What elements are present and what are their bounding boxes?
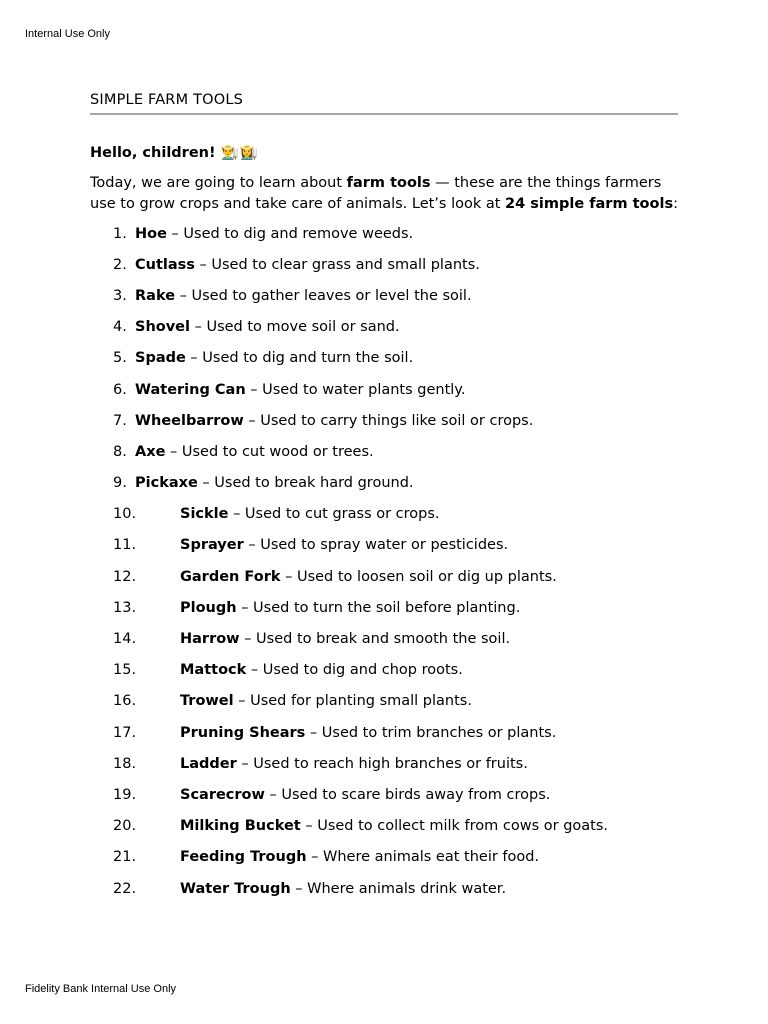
list-item-number: 7.: [113, 412, 127, 429]
list-item-text: [135, 224, 413, 244]
list-item-text: [135, 255, 480, 275]
list-item-text: [180, 535, 508, 555]
list-item: [90, 879, 678, 910]
tool-name: Mattock: [180, 662, 247, 679]
farmer-emoji-icon: 👨‍🌾👩‍🌾: [220, 145, 259, 161]
tool-description: – Used to gather leaves or level the soil.: [175, 287, 472, 304]
tool-name: Watering Can: [135, 381, 246, 398]
list-item: [90, 847, 678, 878]
tool-name: Spade: [135, 350, 186, 367]
list-item-text: [135, 380, 465, 400]
list-item-text: [180, 629, 510, 649]
list-item: [90, 442, 678, 473]
tool-description: – Used to break hard ground.: [197, 475, 414, 492]
list-item-number: 15.: [113, 662, 137, 679]
list-item-number: 18.: [113, 755, 137, 772]
intro-text-3: :: [673, 195, 678, 212]
list-item-text: [180, 847, 539, 867]
tool-name: Shovel: [135, 319, 190, 336]
tool-description: – Used to trim branches or plants.: [305, 724, 557, 741]
tool-name: Wheelbarrow: [135, 412, 244, 429]
list-item: [90, 629, 678, 660]
list-item-number: 12.: [113, 568, 137, 585]
list-item: [90, 286, 678, 317]
tool-description: – Used to clear grass and small plants.: [194, 256, 480, 273]
tool-name: Pruning Shears: [180, 724, 306, 741]
list-item: [90, 411, 678, 442]
list-item-text: [135, 442, 374, 462]
tool-name: Axe: [135, 443, 166, 460]
tool-description: – Used to carry things like soil or crops.: [243, 412, 534, 429]
list-item-number: 16.: [113, 693, 137, 710]
tool-name: Water Trough: [180, 880, 291, 897]
intro-bold-count: 24 simple farm tools: [505, 195, 674, 212]
list-item: [90, 224, 678, 255]
list-item-number: 14.: [113, 631, 137, 648]
tool-description: – Where animals eat their food.: [306, 849, 540, 866]
intro-text-2: — these are the things farmers use to grow crops and take care of animals. Let’s look at: [90, 175, 662, 212]
list-item-number: 22.: [113, 880, 137, 897]
tool-description: – Used to spray water or pesticides.: [243, 537, 509, 554]
tool-description: – Used to cut grass or crops.: [228, 506, 440, 523]
tool-description: – Used to dig and chop roots.: [246, 662, 463, 679]
list-item-text: [180, 567, 557, 587]
list-item: [90, 473, 678, 504]
tool-description: – Used for planting small plants.: [233, 693, 472, 710]
list-item: [90, 816, 678, 847]
list-item-text: [180, 504, 440, 524]
tool-description: – Used to break and smooth the soil.: [239, 631, 511, 648]
tool-name: Scarecrow: [180, 786, 265, 803]
list-item: [90, 785, 678, 816]
intro-text-1: Today, we are going to learn about: [90, 175, 347, 191]
list-item: [90, 660, 678, 691]
list-item-number: 1.: [113, 225, 127, 242]
list-item: [90, 598, 678, 629]
tool-name: Sickle: [180, 506, 229, 523]
list-item-text: [180, 723, 556, 743]
list-item-text: [180, 879, 506, 899]
list-item: [90, 754, 678, 785]
list-item-number: 10.: [113, 506, 137, 523]
list-item-number: 3.: [113, 287, 127, 304]
list-item-number: 5.: [113, 350, 127, 367]
list-item-number: 11.: [113, 537, 137, 554]
tool-description: – Used to dig and remove weeds.: [166, 225, 414, 242]
footer-label: Fidelity Bank Internal Use Only: [25, 983, 177, 995]
intro-paragraph: [90, 173, 678, 215]
greeting: [90, 144, 678, 161]
list-item-number: 6.: [113, 381, 127, 398]
tool-description: – Used to dig and turn the soil.: [185, 350, 414, 367]
tool-name: Plough: [180, 599, 237, 616]
list-item-text: [180, 785, 550, 805]
list-item-number: 9.: [113, 475, 127, 492]
tool-name: Rake: [135, 287, 176, 304]
list-item: [90, 348, 678, 379]
list-item: [90, 535, 678, 566]
list-item-number: 21.: [113, 849, 137, 866]
list-item-number: 17.: [113, 724, 137, 741]
tool-name: Pickaxe: [135, 475, 198, 492]
tool-description: – Used to scare birds away from crops.: [264, 786, 551, 803]
tool-description: – Used to turn the soil before planting.: [236, 599, 521, 616]
tool-name: Cutlass: [135, 256, 195, 273]
list-item-text: [135, 317, 400, 337]
list-item: [90, 317, 678, 348]
tool-description: – Used to reach high branches or fruits.: [236, 755, 528, 772]
tool-name: Sprayer: [180, 537, 244, 554]
list-item-number: 20.: [113, 818, 137, 835]
list-item: [90, 691, 678, 722]
tool-name: Trowel: [180, 693, 234, 710]
list-item-number: 13.: [113, 599, 137, 616]
greeting-text: Hello, children!: [90, 145, 216, 161]
list-item-text: [180, 691, 472, 711]
tools-list: [90, 224, 678, 910]
tool-name: Milking Bucket: [180, 818, 301, 835]
list-item: [90, 567, 678, 598]
list-item-text: [180, 598, 520, 618]
document-body: [90, 92, 678, 910]
tool-name: Ladder: [180, 755, 237, 772]
list-item-text: [135, 411, 533, 431]
list-item-number: 8.: [113, 443, 127, 460]
list-item-number: 4.: [113, 319, 127, 336]
list-item-text: [135, 473, 414, 493]
list-item-text: [135, 286, 472, 306]
list-item-text: [180, 754, 528, 774]
tool-name: Garden Fork: [180, 568, 281, 585]
list-item: [90, 255, 678, 286]
list-item-text: [180, 660, 463, 680]
list-item: [90, 504, 678, 535]
document-title: SIMPLE FARM TOOLS: [90, 92, 678, 115]
list-item-number: 19.: [113, 786, 137, 803]
tool-description: – Used to cut wood or trees.: [165, 443, 374, 460]
tool-name: Feeding Trough: [180, 849, 307, 866]
tool-description: – Used to water plants gently.: [245, 381, 466, 398]
list-item-text: [135, 348, 413, 368]
tool-name: Hoe: [135, 225, 167, 242]
tool-description: – Used to move soil or sand.: [189, 319, 400, 336]
tool-description: – Used to collect milk from cows or goats.: [300, 818, 609, 835]
header-label: Internal Use Only: [25, 28, 110, 40]
list-item-text: [180, 816, 608, 836]
tool-description: – Where animals drink water.: [290, 880, 507, 897]
tool-description: – Used to loosen soil or dig up plants.: [280, 568, 557, 585]
list-item: [90, 380, 678, 411]
list-item-number: 2.: [113, 256, 127, 273]
tool-name: Harrow: [180, 631, 240, 648]
list-item: [90, 723, 678, 754]
intro-bold-farm-tools: farm tools: [346, 175, 431, 191]
